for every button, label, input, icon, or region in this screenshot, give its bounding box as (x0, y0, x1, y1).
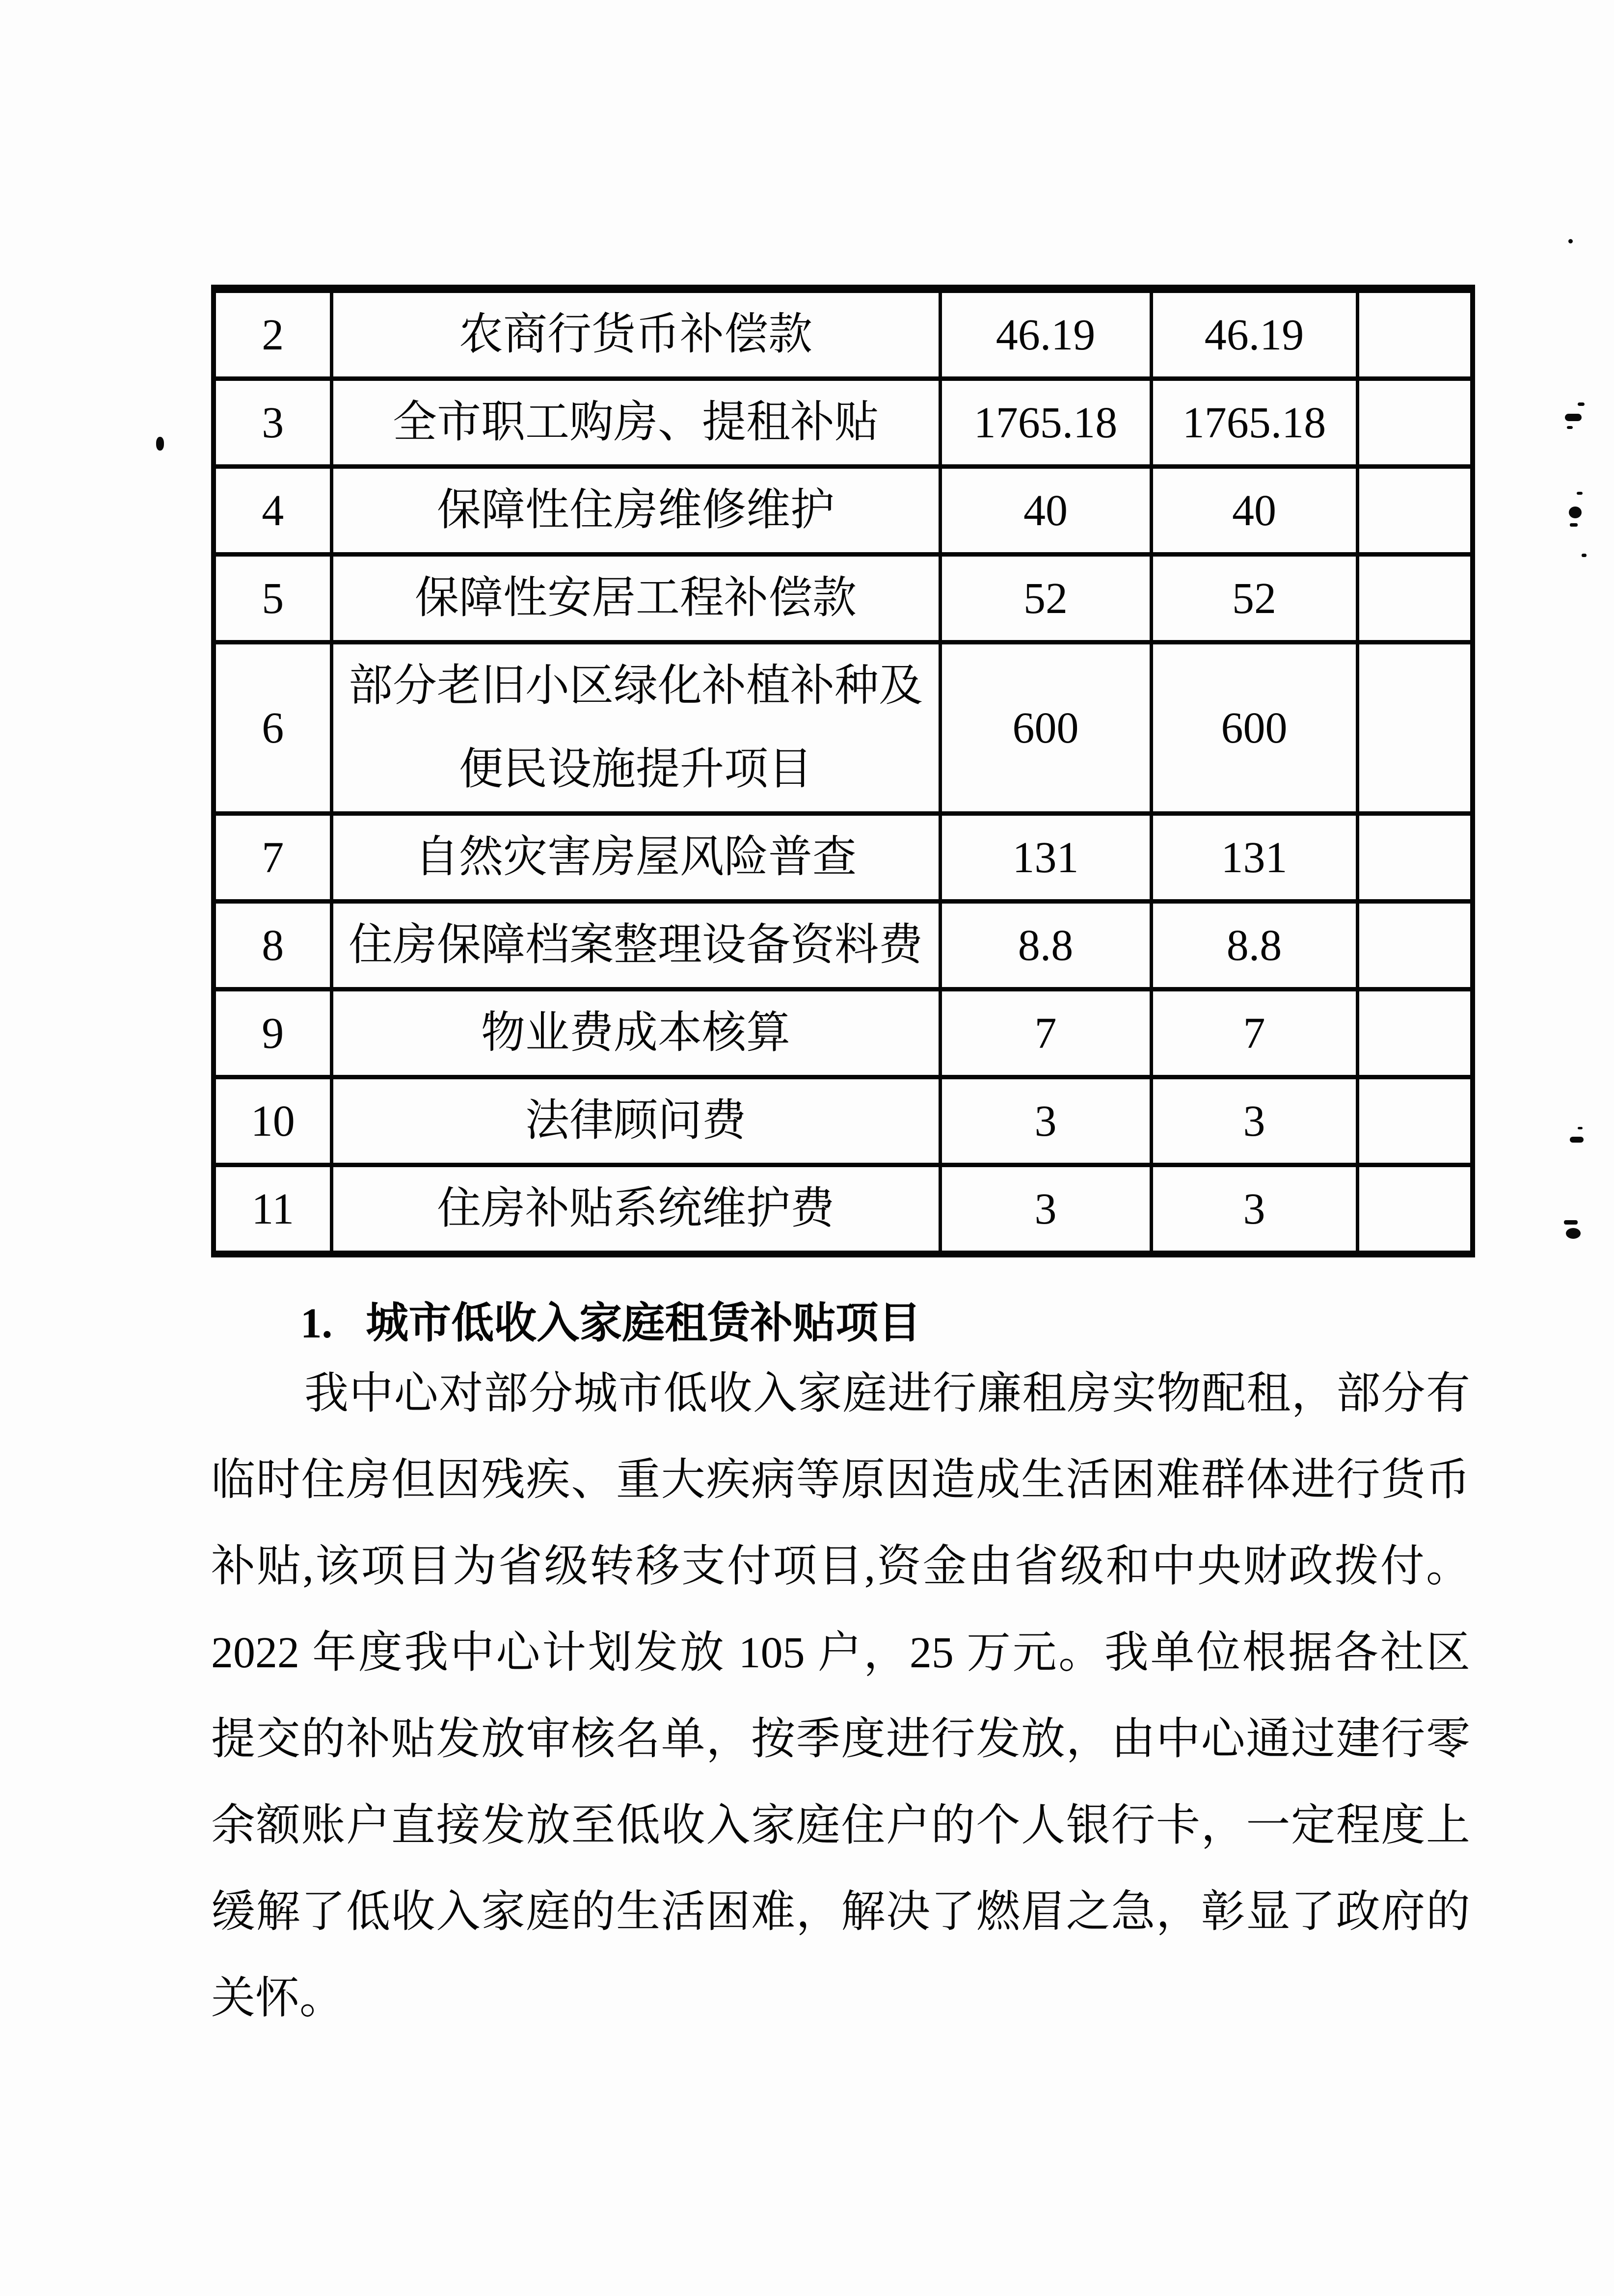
blank-cell (1357, 989, 1473, 1077)
scan-speck (156, 437, 164, 451)
project-name-cell (331, 289, 940, 379)
paragraph-line (211, 1437, 1470, 1523)
final-amount-cell: 1765.18 (1151, 379, 1357, 467)
table-row (214, 642, 1473, 814)
final-amount-cell: 52 (1151, 555, 1357, 642)
blank-cell (1357, 902, 1473, 989)
blank-cell (1357, 379, 1473, 467)
budget-amount-cell: 52 (940, 555, 1151, 642)
final-amount-cell: 7 (1151, 989, 1357, 1077)
paragraph (211, 1351, 1470, 2042)
scan-speck (1577, 492, 1583, 495)
final-amount-cell: 40 (1151, 467, 1357, 555)
blank-cell (1357, 555, 1473, 642)
paragraph-line (211, 1696, 1470, 1783)
budget-table-body (214, 289, 1473, 1255)
project-name-line1: 部分老旧小区绿化补植补种及 (349, 662, 923, 710)
paragraph-line-text: 提交的补贴发放审核名单，按季度进行发放，由中心通过建行零 (211, 1715, 1470, 1763)
final-amount-cell: 8.8 (1151, 902, 1357, 989)
row-number-cell: 3 (214, 379, 331, 467)
project-name-cell (331, 1165, 940, 1255)
blank-cell (1357, 1077, 1473, 1165)
project-name-line1: 物业费成本核算 (481, 1009, 790, 1057)
project-name-line1: 保障性住房维修维护 (437, 486, 834, 534)
final-amount-cell: 3 (1151, 1077, 1357, 1165)
scan-speck (1578, 1127, 1583, 1129)
table-row (214, 1165, 1473, 1255)
paragraph-line (211, 1610, 1470, 1696)
table-row (214, 555, 1473, 642)
table-row (214, 379, 1473, 467)
row-number-cell: 10 (214, 1077, 331, 1165)
row-number-cell: 9 (214, 989, 331, 1077)
final-amount-cell: 46.19 (1151, 289, 1357, 379)
budget-amount-cell: 3 (940, 1165, 1151, 1255)
blank-cell (1357, 642, 1473, 814)
blank-cell (1357, 814, 1473, 902)
project-name-cell (331, 555, 940, 642)
scan-speck (1582, 554, 1587, 557)
project-name-cell (331, 1077, 940, 1165)
table-row (214, 1077, 1473, 1165)
paragraph-line (211, 1523, 1470, 1610)
paragraph-line-text: 临时住房但因残疾、重大疾病等原因造成生活困难群体进行货币 (211, 1456, 1470, 1504)
project-name-line1: 住房补贴系统维护费 (437, 1184, 834, 1233)
scan-speck (1567, 426, 1573, 429)
paragraph-line (211, 1351, 1470, 1437)
budget-amount-cell: 46.19 (940, 289, 1151, 379)
paragraph-line-text: 2022 年度我中心计划发放 105 户，25 万元。我单位根据各社区 (211, 1629, 1470, 1677)
budget-table (211, 285, 1475, 1257)
project-name-line1: 农商行货币补偿款 (459, 310, 812, 359)
project-name-cell (331, 642, 940, 814)
project-name-line1: 住房保障档案整理设备资料费 (349, 921, 923, 969)
blank-cell (1357, 467, 1473, 555)
scan-speck (1570, 523, 1578, 527)
scan-speck (1569, 507, 1582, 518)
row-number-cell: 4 (214, 467, 331, 555)
budget-amount-cell: 7 (940, 989, 1151, 1077)
paragraph-line-text: 补贴,该项目为省级转移支付项目,资金由省级和中央财政拨付。 (211, 1542, 1470, 1591)
project-name-line1: 全市职工购房、提租补贴 (393, 398, 879, 447)
final-amount-cell: 3 (1151, 1165, 1357, 1255)
project-name-line1: 法律顾问费 (525, 1096, 746, 1145)
paragraph-line-text: 缓解了低收入家庭的生活困难，解决了燃眉之急，彰显了政府的 (211, 1888, 1470, 1936)
blank-cell (1357, 1165, 1473, 1255)
project-name-cell (331, 989, 940, 1077)
table-row (214, 814, 1473, 902)
project-name-cell (331, 467, 940, 555)
paragraph-line (211, 1783, 1470, 1869)
project-name-line2: 便民设施提升项目 (459, 745, 812, 794)
section-number: 1. (300, 1299, 333, 1347)
budget-amount-cell: 1765.18 (940, 379, 1151, 467)
table-row (214, 467, 1473, 555)
scan-speck (1564, 1220, 1578, 1225)
row-number-cell: 8 (214, 902, 331, 989)
table-row (214, 289, 1473, 379)
row-number-cell: 7 (214, 814, 331, 902)
paragraph-line-text: 余额账户直接发放至低收入家庭住户的个人银行卡，一定程度上 (211, 1801, 1470, 1850)
row-number-cell: 2 (214, 289, 331, 379)
final-amount-cell: 131 (1151, 814, 1357, 902)
row-number-cell: 5 (214, 555, 331, 642)
budget-amount-cell: 8.8 (940, 902, 1151, 989)
project-name-cell (331, 379, 940, 467)
section-title: 城市低收入家庭租赁补贴项目 (366, 1299, 921, 1347)
table-row (214, 902, 1473, 989)
project-name-line1: 保障性安居工程补偿款 (415, 574, 857, 622)
blank-cell (1357, 289, 1473, 379)
budget-amount-cell: 600 (940, 642, 1151, 814)
paragraph-line (211, 1869, 1470, 1955)
scan-speck (1566, 1228, 1581, 1239)
row-number-cell: 6 (214, 642, 331, 814)
scan-speck (1578, 402, 1585, 406)
paragraph-line-text: 关怀。 (211, 1974, 344, 2023)
project-name-line1: 自然灾害房屋风险普查 (415, 833, 857, 881)
project-name-cell (331, 814, 940, 902)
paragraph-line-text: 我中心对部分城市低收入家庭进行廉租房实物配租，部分有 (304, 1369, 1470, 1418)
row-number-cell: 11 (214, 1165, 331, 1255)
budget-amount-cell: 3 (940, 1077, 1151, 1165)
project-name-cell (331, 902, 940, 989)
scan-speck (1565, 414, 1582, 421)
scan-speck (1568, 239, 1573, 243)
budget-amount-cell: 40 (940, 467, 1151, 555)
table-row (214, 989, 1473, 1077)
scan-speck (1570, 1137, 1584, 1143)
final-amount-cell: 600 (1151, 642, 1357, 814)
budget-amount-cell: 131 (940, 814, 1151, 902)
paragraph-line (211, 1955, 1470, 2042)
